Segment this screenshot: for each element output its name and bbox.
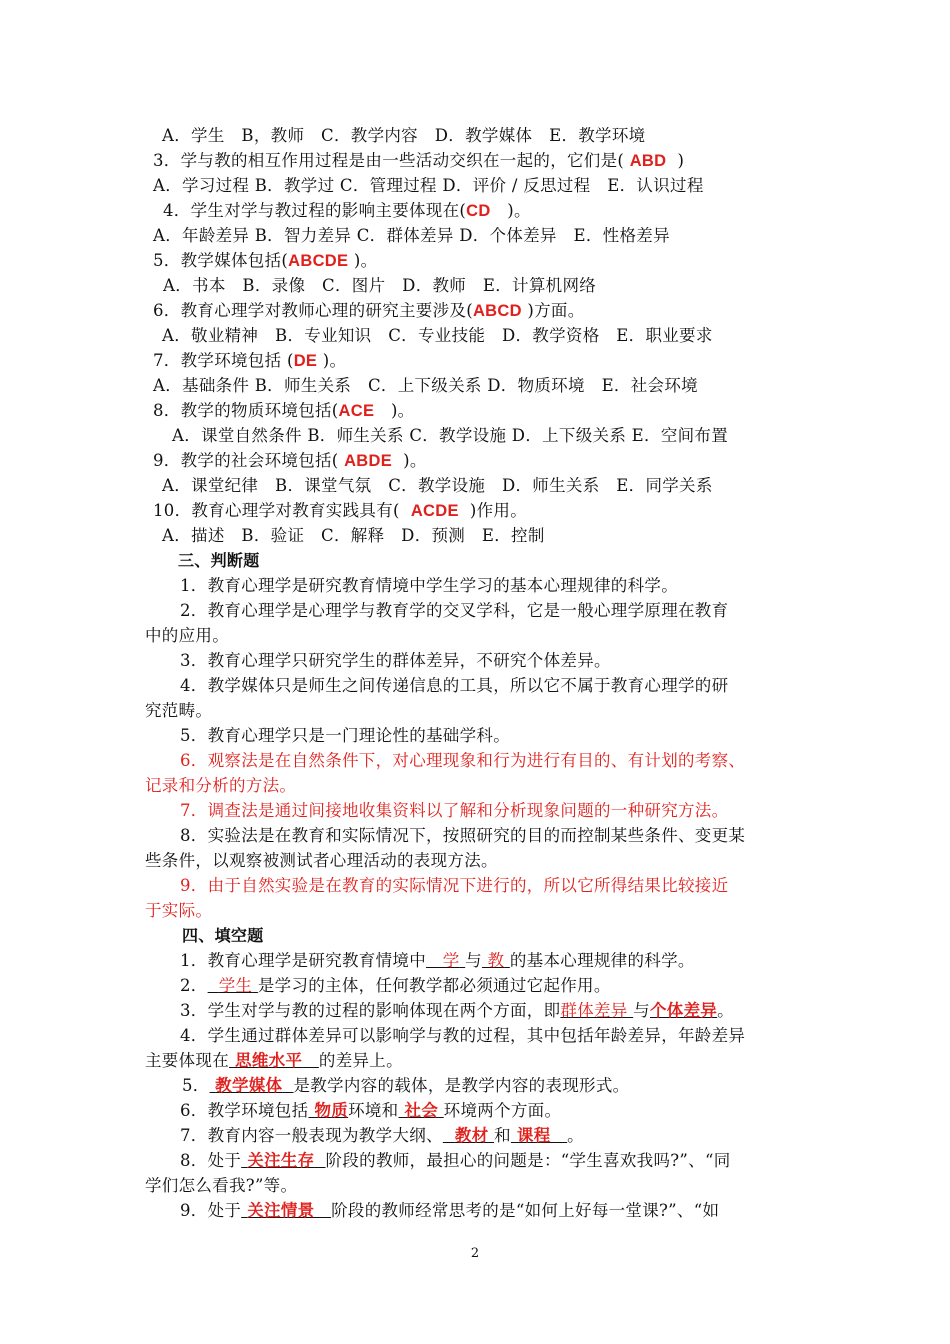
answer: ACDE (410, 502, 459, 520)
question-4: 4．学生对学与教过程的影响主要体现在(CD )。 (163, 201, 531, 220)
fill-item-2: 2． 学生 是学习的主体，任何教学都必须通过它起作用。 (180, 976, 611, 995)
page-number: 2 (470, 1246, 480, 1261)
fill-item-3: 3．学生对学与教的过程的影响体现在两个方面，即群体差异 与个体差异。 (180, 1001, 734, 1020)
fill-blank: 关注情景 (247, 1201, 315, 1220)
question-3: 3．学与教的相互作用过程是由一些活动交织在一起的，它们是( ABD ) (153, 151, 685, 170)
answer: ABCDE (288, 252, 349, 270)
question-8: 8．教学的物质环境包括(ACE )。 (153, 401, 415, 420)
question-5: 5．教学媒体包括(ABCDE )。 (153, 251, 378, 270)
q7-options: A．基础条件 B．师生关系 C．上下级关系 D．物质环境 E．社会环境 (153, 376, 698, 395)
question-6: 6．教育心理学对教师心理的研究主要涉及(ABCD )方面。 (153, 301, 585, 320)
fill-item-4: 4．学生通过群体差异可以影响学与教的过程，其中包括年龄差异，年龄差异 (180, 1026, 746, 1045)
judge-item-5: 5．教育心理学只是一门理论性的基础学科。 (180, 726, 510, 745)
fill-item-9: 9．处于 关注情景 阶段的教师经常思考的是“如何上好每一堂课?”、“如 (180, 1201, 720, 1220)
fill-blank: 教 (487, 951, 505, 970)
judge-item-8-cont: 些条件，以观察被测试者心理活动的表现方法。 (145, 851, 498, 870)
fill-blank: 个体差异 (649, 1001, 718, 1020)
question-7: 7．教学环境包括 (DE )。 (153, 351, 347, 370)
answer: DE (293, 352, 318, 370)
q2-options: A．学生 B，教师 C．教学内容 D．教学媒体 E．教学环境 (162, 126, 646, 145)
fill-blank: 学 (426, 951, 460, 970)
section-heading-fill: 四、填空题 (182, 926, 264, 945)
judge-item-7: 7．调查法是通过间接地收集资料以了解和分析现象问题的一种研究方法。 (180, 801, 729, 820)
judge-item-4: 4．教学媒体只是师生之间传递信息的工具，所以它不属于教育心理学的研 (180, 676, 729, 695)
q3-options: A．学习过程 B．教学过 C．管理过程 D．评价 / 反思过程 E．认识过程 (153, 176, 704, 195)
fill-item-6: 6．教学环境包括 物质环境和 社会 环境两个方面。 (180, 1101, 562, 1120)
fill-item-1: 1．教育心理学是研究教育情境中 学 与 教 的基本心理规律的科学。 (180, 951, 695, 970)
judge-item-9-cont: 于实际。 (145, 901, 213, 920)
fill-blank: 课程 (516, 1126, 551, 1145)
judge-item-8: 8．实验法是在教育和实际情况下，按照研究的目的而控制某些条件、变更某 (180, 826, 746, 845)
judge-item-3: 3．教育心理学只研究学生的群体差异，不研究个体差异。 (180, 651, 611, 670)
q4-options: A．年龄差异 B．智力差异 C．群体差异 D．个体差异 E．性格差异 (153, 226, 670, 245)
answer: ACE (338, 402, 375, 420)
judge-item-6: 6．观察法是在自然条件下，对心理现象和行为进行有目的、有计划的考察、 (180, 751, 746, 770)
answer: ABD (629, 152, 667, 170)
fill-blank: 关注生存 (247, 1151, 315, 1170)
fill-item-8-cont: 学们怎么看我?”等。 (145, 1176, 298, 1195)
fill-item-5: 5． 教学媒体 是教学内容的载体，是教学内容的表现形式。 (182, 1076, 630, 1095)
judge-item-4-cont: 究范畴。 (145, 701, 213, 720)
q10-options: A．描述 B．验证 C．解释 D．预测 E．控制 (162, 526, 545, 545)
fill-blank: 群体差异 (560, 1001, 628, 1020)
answer: CD (466, 202, 491, 220)
answer: ABCD (472, 302, 522, 320)
fill-blank: 学生 (218, 976, 253, 995)
fill-blank: 社会 (404, 1101, 439, 1120)
fill-item-8: 8．处于 关注生存 阶段的教师，最担心的问题是：“学生喜欢我吗?”、“同 (180, 1151, 731, 1170)
fill-blank: 物质 (314, 1101, 349, 1120)
fill-blank: 教材 (454, 1126, 489, 1145)
q9-options: A．课堂纪律 B．课堂气氛 C．教学设施 D．师生关系 E．同学关系 (162, 476, 713, 495)
judge-item-6-cont: 记录和分析的方法。 (145, 776, 297, 795)
fill-blank: 思维水平 (235, 1051, 303, 1070)
q5-options: A．书本 B．录像 C．图片 D．教师 E．计算机网络 (163, 276, 597, 295)
fill-item-7: 7．教育内容一般表现为教学大纲、 教材 和 课程 。 (180, 1126, 584, 1145)
q6-options: A．敬业精神 B．专业知识 C．专业技能 D．教学资格 E．职业要求 (162, 326, 713, 345)
judge-item-2-cont: 中的应用。 (145, 626, 229, 645)
fill-blank: 教学媒体 (215, 1076, 283, 1095)
question-10: 10．教育心理学对教育实践具有( ACDE )作用。 (153, 501, 528, 520)
fill-item-4-cont: 主要体现在 思维水平 的差异上。 (145, 1051, 403, 1070)
judge-item-1: 1．教育心理学是研究教育情境中学生学习的基本心理规律的科学。 (180, 576, 678, 595)
question-9: 9．教学的社会环境包括( ABDE )。 (153, 451, 427, 470)
answer: ABDE (344, 452, 393, 470)
q8-options: A．课堂自然条件 B．师生关系 C．教学设施 D．上下级关系 E．空间布置 (172, 426, 729, 445)
judge-item-2: 2．教育心理学是心理学与教育学的交叉学科，它是一般心理学原理在教育 (180, 601, 729, 620)
judge-item-9: 9．由于自然实验是在教育的实际情况下进行的，所以它所得结果比较接近 (180, 876, 729, 895)
section-heading-judge: 三、判断题 (178, 551, 260, 570)
